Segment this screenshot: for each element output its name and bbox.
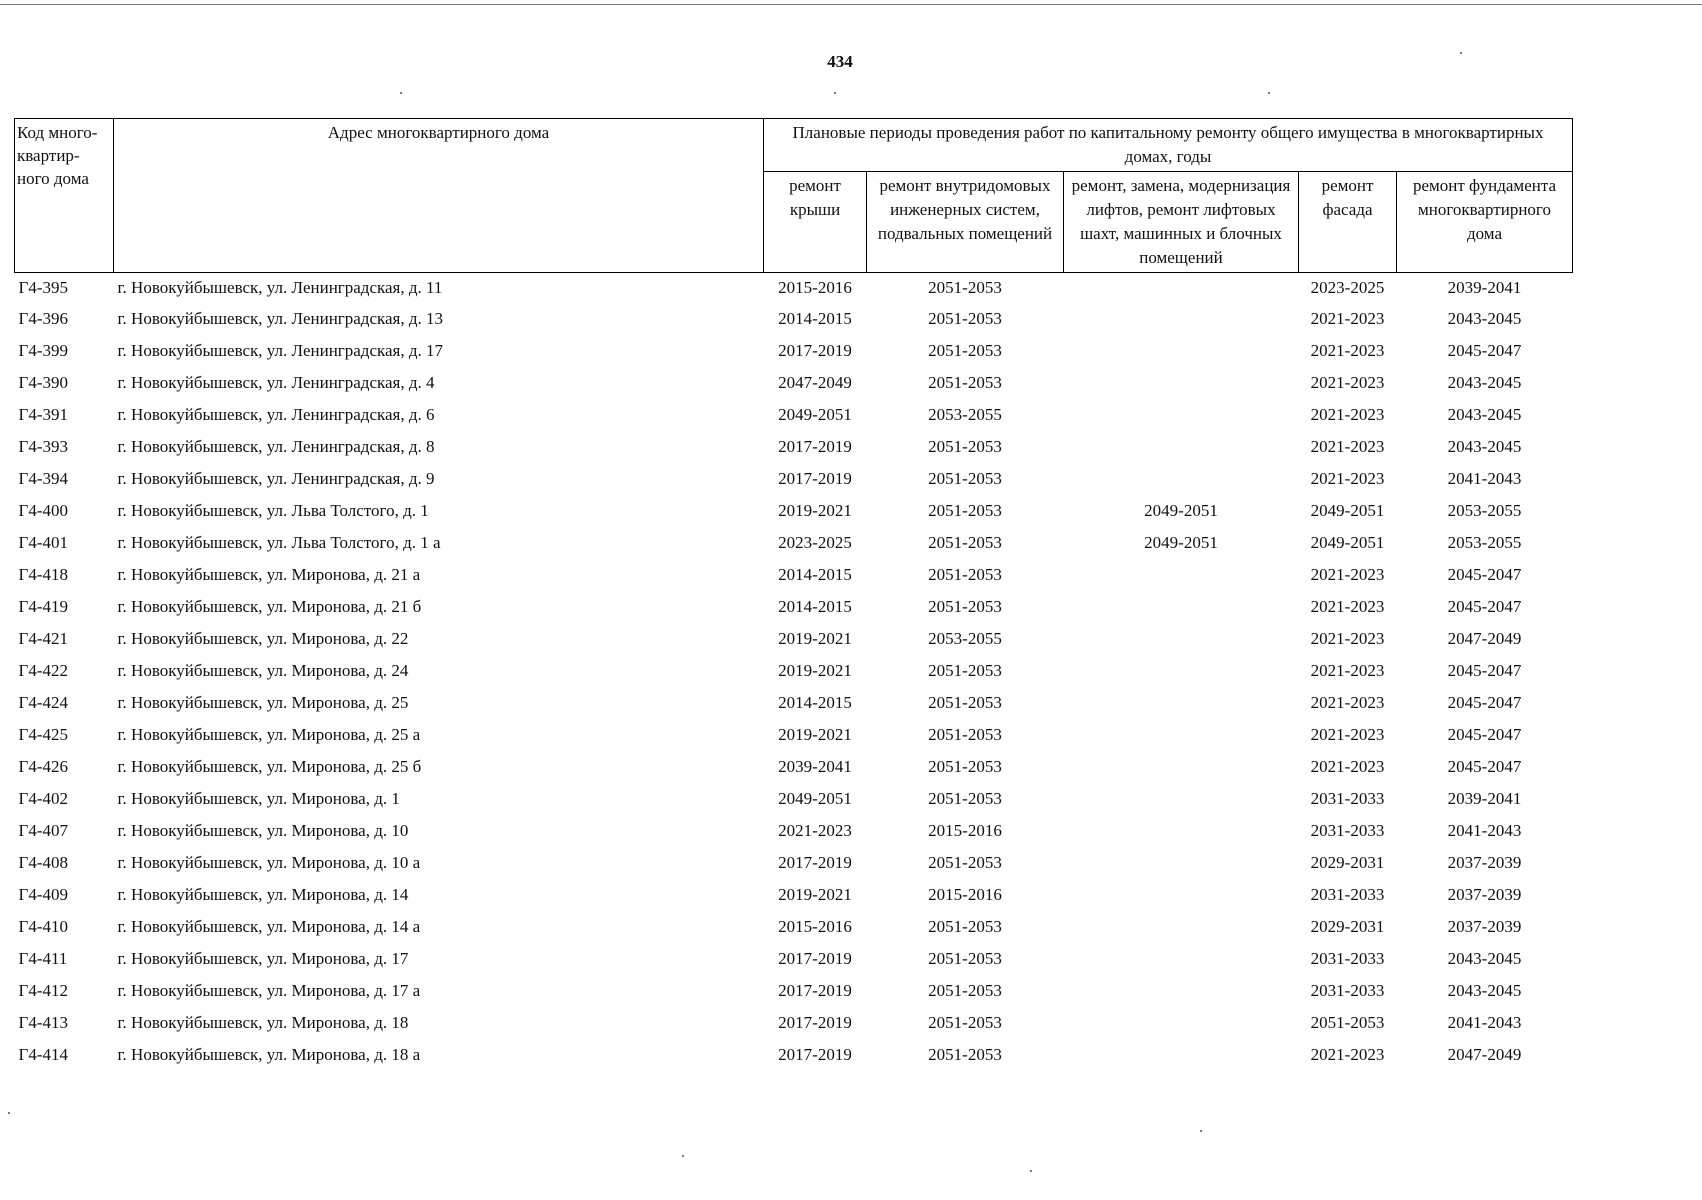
cell-engineering: 2051-2053 (928, 789, 1002, 808)
table-row (15, 559, 1573, 591)
cell-address: г. Новокуйбышевск, ул. Ленинградская, д. 13 (117, 309, 444, 328)
cell-engineering: 2051-2053 (928, 469, 1002, 488)
cell-foundation: 2047-2049 (1447, 1045, 1522, 1064)
cell-roof: 2021-2023 (778, 821, 852, 840)
table-row (15, 719, 1573, 751)
cell-lifts (1064, 591, 1299, 623)
cell-foundation: 2043-2045 (1447, 309, 1522, 328)
cell-engineering: 2051-2053 (928, 981, 1002, 1000)
table-body (15, 273, 1573, 1072)
cell-facade: 2021-2023 (1310, 597, 1385, 616)
cell-facade: 2021-2023 (1310, 565, 1385, 584)
table-row (15, 911, 1573, 943)
cell-lifts (1064, 719, 1299, 751)
cell-code: Г4-413 (18, 1013, 68, 1032)
cell-engineering: 2053-2055 (928, 405, 1002, 424)
cell-foundation: 2039-2041 (1447, 278, 1522, 297)
cell-lifts (1064, 463, 1299, 495)
cell-roof: 2019-2021 (778, 885, 852, 904)
cell-address: г. Новокуйбышевск, ул. Ленинградская, д. 8 (117, 437, 435, 456)
cell-engineering: 2051-2053 (928, 437, 1002, 456)
cell-foundation: 2047-2049 (1447, 629, 1522, 648)
cell-code: Г4-394 (18, 469, 68, 488)
cell-facade: 2021-2023 (1310, 405, 1385, 424)
cell-engineering: 2051-2053 (928, 597, 1002, 616)
top-scan-rule (0, 4, 1702, 5)
cell-code: Г4-409 (18, 885, 68, 904)
cell-facade: 2031-2033 (1310, 981, 1385, 1000)
cell-address: г. Новокуйбышевск, ул. Ленинградская, д. 4 (117, 373, 435, 392)
cell-roof: 2017-2019 (778, 437, 852, 456)
cell-foundation: 2053-2055 (1447, 533, 1522, 552)
scan-speck (400, 92, 402, 94)
cell-code: Г4-426 (18, 757, 68, 776)
cell-roof: 2017-2019 (778, 469, 852, 488)
cell-roof: 2049-2051 (778, 789, 852, 808)
cell-address: г. Новокуйбышевск, ул. Миронова, д. 21 а (117, 565, 421, 584)
scan-speck (8, 1112, 10, 1114)
cell-roof: 2047-2049 (778, 373, 852, 392)
cell-foundation: 2045-2047 (1447, 693, 1522, 712)
cell-foundation: 2037-2039 (1447, 917, 1522, 936)
cell-address: г. Новокуйбышевск, ул. Льва Толстого, д. 1 а (117, 533, 441, 552)
cell-facade: 2021-2023 (1310, 757, 1385, 776)
cell-roof: 2015-2016 (778, 278, 852, 297)
table-row (15, 943, 1573, 975)
cell-roof: 2019-2021 (778, 501, 852, 520)
table-row (15, 783, 1573, 815)
cell-lifts: 2049-2051 (1144, 533, 1218, 552)
cell-code: Г4-393 (18, 437, 68, 456)
cell-engineering: 2051-2053 (928, 373, 1002, 392)
cell-code: Г4-422 (18, 661, 68, 680)
header-lifts: ремонт, замена, модернизация лифтов, ремонт лифтовых шахт, машинных и блочных помещений (1064, 172, 1299, 273)
cell-facade: 2021-2023 (1310, 661, 1385, 680)
cell-foundation: 2043-2045 (1447, 981, 1522, 1000)
cell-roof: 2019-2021 (778, 725, 852, 744)
cell-address: г. Новокуйбышевск, ул. Льва Толстого, д. 1 (117, 501, 429, 520)
cell-engineering: 2051-2053 (928, 661, 1002, 680)
cell-code: Г4-421 (18, 629, 68, 648)
cell-code: Г4-410 (18, 917, 68, 936)
table-row (15, 1007, 1573, 1039)
cell-facade: 2021-2023 (1310, 693, 1385, 712)
cell-code: Г4-390 (18, 373, 68, 392)
cell-address: г. Новокуйбышевск, ул. Миронова, д. 22 (117, 629, 409, 648)
cell-engineering: 2051-2053 (928, 341, 1002, 360)
table-row (15, 335, 1573, 367)
cell-facade: 2021-2023 (1310, 469, 1385, 488)
header-periods-group: Плановые периоды проведения работ по капитальному ремонту общего имущества в многоквартирных домах, годы (764, 119, 1573, 172)
cell-engineering: 2051-2053 (928, 917, 1002, 936)
page-number: 434 (827, 52, 853, 71)
cell-lifts (1064, 303, 1299, 335)
cell-facade: 2029-2031 (1310, 917, 1385, 936)
table-row (15, 815, 1573, 847)
header-facade: ремонт фасада (1299, 172, 1397, 273)
table-row (15, 399, 1573, 431)
table-row (15, 591, 1573, 623)
cell-foundation: 2037-2039 (1447, 853, 1522, 872)
cell-foundation: 2045-2047 (1447, 341, 1522, 360)
cell-code: Г4-414 (18, 1045, 68, 1064)
cell-code: Г4-402 (18, 789, 68, 808)
cell-code: Г4-401 (18, 533, 68, 552)
table-row (15, 847, 1573, 879)
cell-address: г. Новокуйбышевск, ул. Миронова, д. 21 б (117, 597, 422, 616)
cell-facade: 2051-2053 (1310, 1013, 1385, 1032)
cell-address: г. Новокуйбышевск, ул. Миронова, д. 1 (117, 789, 400, 808)
cell-facade: 2021-2023 (1310, 629, 1385, 648)
cell-address: г. Новокуйбышевск, ул. Ленинградская, д. 17 (117, 341, 444, 360)
cell-foundation: 2045-2047 (1447, 565, 1522, 584)
table-row (15, 1039, 1573, 1071)
cell-roof: 2015-2016 (778, 917, 852, 936)
cell-roof: 2017-2019 (778, 981, 852, 1000)
cell-foundation: 2053-2055 (1447, 501, 1522, 520)
cell-address: г. Новокуйбышевск, ул. Миронова, д. 10 (117, 821, 409, 840)
cell-facade: 2049-2051 (1310, 501, 1385, 520)
cell-lifts (1064, 335, 1299, 367)
cell-address: г. Новокуйбышевск, ул. Миронова, д. 24 (117, 661, 409, 680)
table-row (15, 751, 1573, 783)
cell-lifts (1064, 399, 1299, 431)
scan-speck (1030, 1170, 1032, 1172)
cell-address: г. Новокуйбышевск, ул. Миронова, д. 10 а (117, 853, 421, 872)
cell-engineering: 2051-2053 (928, 533, 1002, 552)
cell-facade: 2021-2023 (1310, 1045, 1385, 1064)
cell-facade: 2031-2033 (1310, 789, 1385, 808)
capital-repair-schedule-table (14, 118, 1573, 1071)
cell-foundation: 2045-2047 (1447, 725, 1522, 744)
cell-engineering: 2051-2053 (928, 693, 1002, 712)
cell-roof: 2017-2019 (778, 1045, 852, 1064)
cell-roof: 2014-2015 (778, 597, 852, 616)
cell-facade: 2021-2023 (1310, 437, 1385, 456)
table-row (15, 623, 1573, 655)
table-row (15, 431, 1573, 463)
cell-lifts (1064, 431, 1299, 463)
cell-roof: 2049-2051 (778, 405, 852, 424)
table-row (15, 367, 1573, 399)
cell-foundation: 2041-2043 (1447, 1013, 1522, 1032)
table-row (15, 687, 1573, 719)
cell-code: Г4-408 (18, 853, 68, 872)
cell-engineering: 2051-2053 (928, 309, 1002, 328)
cell-lifts (1064, 559, 1299, 591)
cell-roof: 2014-2015 (778, 693, 852, 712)
scan-speck (1268, 92, 1270, 94)
cell-code: Г4-411 (18, 949, 68, 968)
cell-facade: 2031-2033 (1310, 821, 1385, 840)
cell-code: Г4-424 (18, 693, 68, 712)
scan-speck (834, 92, 836, 94)
cell-foundation: 2043-2045 (1447, 437, 1522, 456)
cell-code: Г4-399 (18, 341, 68, 360)
cell-address: г. Новокуйбышевск, ул. Миронова, д. 25 (117, 693, 409, 712)
cell-foundation: 2043-2045 (1447, 949, 1522, 968)
cell-engineering: 2051-2053 (928, 565, 1002, 584)
cell-facade: 2021-2023 (1310, 725, 1385, 744)
cell-code: Г4-418 (18, 565, 68, 584)
cell-roof: 2019-2021 (778, 661, 852, 680)
cell-roof: 2017-2019 (778, 853, 852, 872)
cell-foundation: 2041-2043 (1447, 821, 1522, 840)
cell-lifts (1064, 943, 1299, 975)
cell-facade: 2031-2033 (1310, 885, 1385, 904)
cell-address: г. Новокуйбышевск, ул. Ленинградская, д. 9 (117, 469, 435, 488)
cell-engineering: 2051-2053 (928, 757, 1002, 776)
cell-roof: 2014-2015 (778, 565, 852, 584)
header-code: Код много-квартир-ного дома (15, 119, 114, 273)
cell-engineering: 2015-2016 (928, 821, 1002, 840)
cell-facade: 2049-2051 (1310, 533, 1385, 552)
cell-foundation: 2043-2045 (1447, 405, 1522, 424)
cell-engineering: 2051-2053 (928, 1013, 1002, 1032)
cell-address: г. Новокуйбышевск, ул. Миронова, д. 14 а (117, 917, 421, 936)
cell-foundation: 2045-2047 (1447, 661, 1522, 680)
cell-engineering: 2051-2053 (928, 949, 1002, 968)
cell-roof: 2017-2019 (778, 341, 852, 360)
scan-speck (1460, 52, 1462, 54)
cell-lifts (1064, 655, 1299, 687)
cell-lifts (1064, 273, 1299, 304)
cell-facade: 2021-2023 (1310, 341, 1385, 360)
header-roof: ремонт крыши (764, 172, 867, 273)
cell-lifts (1064, 623, 1299, 655)
cell-lifts: 2049-2051 (1144, 501, 1218, 520)
cell-foundation: 2043-2045 (1447, 373, 1522, 392)
cell-code: Г4-425 (18, 725, 68, 744)
scan-speck (1200, 1130, 1202, 1132)
cell-engineering: 2051-2053 (928, 501, 1002, 520)
cell-roof: 2017-2019 (778, 1013, 852, 1032)
table-row (15, 879, 1573, 911)
cell-address: г. Новокуйбышевск, ул. Ленинградская, д. 6 (117, 405, 435, 424)
cell-code: Г4-396 (18, 309, 68, 328)
cell-code: Г4-407 (18, 821, 68, 840)
cell-foundation: 2041-2043 (1447, 469, 1522, 488)
cell-address: г. Новокуйбышевск, ул. Миронова, д. 18 (117, 1013, 409, 1032)
scan-speck (682, 1155, 684, 1157)
cell-lifts (1064, 1007, 1299, 1039)
table-row (15, 527, 1573, 559)
cell-facade: 2023-2025 (1310, 278, 1385, 297)
cell-facade: 2021-2023 (1310, 309, 1385, 328)
cell-facade: 2021-2023 (1310, 373, 1385, 392)
cell-engineering: 2051-2053 (928, 1045, 1002, 1064)
cell-lifts (1064, 847, 1299, 879)
cell-lifts (1064, 911, 1299, 943)
header-address: Адрес многоквартирного дома (114, 119, 764, 273)
cell-engineering: 2015-2016 (928, 885, 1002, 904)
table-row (15, 273, 1573, 304)
cell-roof: 2014-2015 (778, 309, 852, 328)
cell-code: Г4-395 (18, 278, 68, 297)
cell-lifts (1064, 815, 1299, 847)
cell-address: г. Новокуйбышевск, ул. Миронова, д. 18 а (117, 1045, 421, 1064)
table-row (15, 975, 1573, 1007)
cell-roof: 2017-2019 (778, 949, 852, 968)
cell-address: г. Новокуйбышевск, ул. Миронова, д. 25 б (117, 757, 422, 776)
cell-foundation: 2039-2041 (1447, 789, 1522, 808)
cell-lifts (1064, 687, 1299, 719)
cell-lifts (1064, 783, 1299, 815)
cell-lifts (1064, 1039, 1299, 1071)
cell-address: г. Новокуйбышевск, ул. Миронова, д. 17 а (117, 981, 421, 1000)
cell-lifts (1064, 975, 1299, 1007)
cell-facade: 2031-2033 (1310, 949, 1385, 968)
table-row (15, 463, 1573, 495)
header-foundation: ремонт фундамента многоквартирного дома (1397, 172, 1573, 273)
cell-lifts (1064, 879, 1299, 911)
cell-facade: 2029-2031 (1310, 853, 1385, 872)
table-row (15, 303, 1573, 335)
cell-engineering: 2051-2053 (928, 278, 1002, 297)
cell-address: г. Новокуйбышевск, ул. Миронова, д. 17 (117, 949, 409, 968)
cell-foundation: 2045-2047 (1447, 597, 1522, 616)
cell-engineering: 2053-2055 (928, 629, 1002, 648)
cell-address: г. Новокуйбышевск, ул. Миронова, д. 25 а (117, 725, 421, 744)
cell-foundation: 2037-2039 (1447, 885, 1522, 904)
cell-lifts (1064, 751, 1299, 783)
header-engineering: ремонт внутридомовых инженерных систем, подвальных помещений (867, 172, 1064, 273)
cell-code: Г4-400 (18, 501, 68, 520)
table-row (15, 655, 1573, 687)
cell-code: Г4-412 (18, 981, 68, 1000)
cell-address: г. Новокуйбышевск, ул. Миронова, д. 14 (117, 885, 409, 904)
cell-address: г. Новокуйбышевск, ул. Ленинградская, д. 11 (117, 278, 443, 297)
cell-engineering: 2051-2053 (928, 725, 1002, 744)
cell-lifts (1064, 367, 1299, 399)
cell-roof: 2023-2025 (778, 533, 852, 552)
cell-code: Г4-391 (18, 405, 68, 424)
cell-roof: 2019-2021 (778, 629, 852, 648)
cell-engineering: 2051-2053 (928, 853, 1002, 872)
cell-foundation: 2045-2047 (1447, 757, 1522, 776)
cell-code: Г4-419 (18, 597, 68, 616)
cell-roof: 2039-2041 (778, 757, 852, 776)
table-row (15, 495, 1573, 527)
